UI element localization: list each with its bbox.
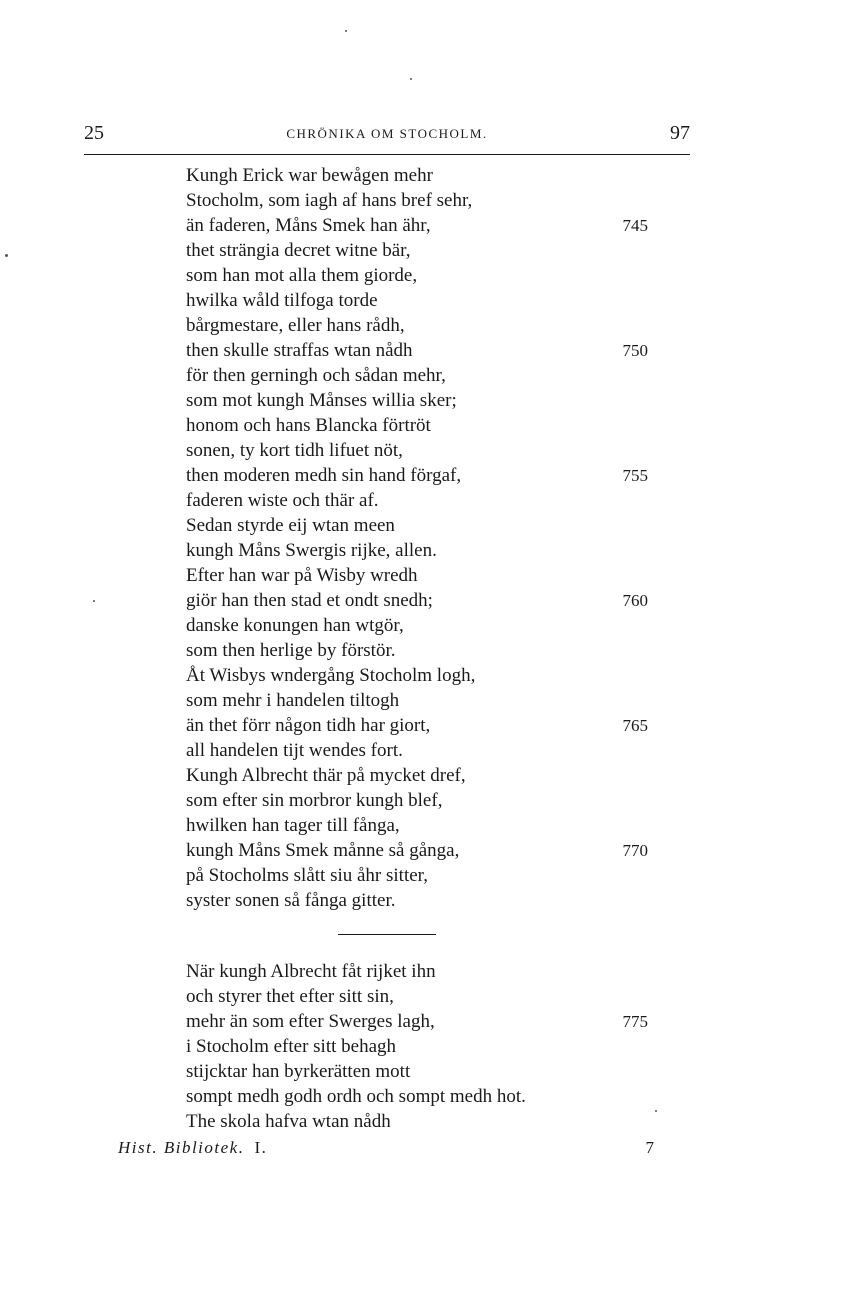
verse-text: sonen, ty kort tidh lifuet nöt,	[186, 440, 403, 461]
verse-line	[0, 663, 848, 688]
scan-speck	[345, 30, 347, 32]
verse-line	[0, 513, 848, 538]
scan-speck	[93, 600, 95, 602]
verse-text: The skola hafva wtan nådh	[186, 1111, 391, 1132]
verse-line	[0, 888, 848, 913]
verse-text: all handelen tijt wendes fort.	[186, 740, 403, 761]
verse-text: som han mot alla them giorde,	[186, 265, 418, 286]
verse-line	[0, 1059, 848, 1084]
verse-text: på Stocholms slått siu åhr sitter,	[186, 865, 428, 886]
section-divider	[338, 934, 436, 935]
page-header	[84, 122, 690, 150]
header-page-number-right: 97	[670, 122, 690, 144]
verse-text: för then gerningh och sådan mehr,	[186, 365, 446, 386]
verse-line	[0, 763, 848, 788]
line-number: 770	[622, 841, 648, 860]
verse-text: kungh Måns Swergis rijke, allen.	[186, 540, 437, 561]
verse-text: som then herlige by förstör.	[186, 640, 396, 661]
verse-text: än faderen, Måns Smek han ähr,	[186, 215, 431, 236]
verse-line	[0, 863, 848, 888]
verse-line	[0, 1009, 848, 1034]
verse-text: än thet förr någon tidh har giort,	[186, 715, 431, 736]
verse-text: honom och hans Blancka förtröt	[186, 415, 431, 436]
verse-line	[0, 813, 848, 838]
verse-line	[0, 263, 848, 288]
verse-line	[0, 738, 848, 763]
verse-text: danske konungen han wtgör,	[186, 615, 404, 636]
verse-text: bårgmestare, eller hans rådh,	[186, 315, 405, 336]
verse-line	[0, 388, 848, 413]
verse-text: sompt medh godh ordh och sompt medh hot.	[186, 1086, 526, 1107]
verse-line	[0, 1084, 848, 1109]
verse-line	[0, 163, 848, 188]
verse-text: stijcktar han byrkerätten mott	[186, 1061, 411, 1082]
verse-text: som efter sin morbror kungh blef,	[186, 790, 443, 811]
footer-volume: I.	[254, 1138, 268, 1157]
verse-line	[0, 1034, 848, 1059]
footer-signature-text: Hist. Bibliotek.	[118, 1138, 245, 1157]
verse-text: mehr än som efter Swerges lagh,	[186, 1011, 435, 1032]
footer-sheet-number: 7	[645, 1138, 654, 1157]
verse-text: hwilka wåld tilfoga torde	[186, 290, 378, 311]
line-number: 775	[622, 1012, 648, 1031]
verse-text: syster sonen så fånga gitter.	[186, 890, 396, 911]
scan-speck	[5, 254, 8, 257]
verse-text: kungh Måns Smek månne så gånga,	[186, 840, 460, 861]
verse-line	[0, 563, 848, 588]
verse-line	[0, 363, 848, 388]
verse-text: Sedan styrde eij wtan meen	[186, 515, 395, 536]
header-page-number-left: 25	[84, 122, 104, 144]
verse-text: i Stocholm efter sitt behagh	[186, 1036, 397, 1057]
page-footer	[118, 1138, 654, 1162]
verse-line	[0, 438, 848, 463]
verse-text: then skulle straffas wtan nådh	[186, 340, 413, 361]
verse-text: som mot kungh Månses willia sker;	[186, 390, 457, 411]
verse-line	[0, 463, 848, 488]
verse-line	[0, 713, 848, 738]
line-number: 760	[622, 591, 648, 610]
verse-line	[0, 688, 848, 713]
footer-signature	[118, 1138, 267, 1158]
line-number: 750	[622, 341, 648, 360]
verse-line	[0, 188, 848, 213]
line-number: 745	[622, 216, 648, 235]
verse-line	[0, 238, 848, 263]
verse-line	[0, 638, 848, 663]
running-title: CHRÖNIKA OM STOCHOLM.	[286, 126, 488, 141]
verse-line	[0, 1109, 848, 1134]
verse-line	[0, 838, 848, 863]
scan-speck	[410, 78, 412, 80]
verse-text: Stocholm, som iagh af hans bref sehr,	[186, 190, 473, 211]
verse-text: then moderen medh sin hand förgaf,	[186, 465, 462, 486]
verse-text: Åt Wisbys wndergång Stocholm logh,	[186, 665, 476, 686]
verse-line	[0, 788, 848, 813]
header-rule	[84, 154, 690, 155]
verse-line	[0, 538, 848, 563]
verse-line	[0, 313, 848, 338]
verse-text: Kungh Albrecht thär på mycket dref,	[186, 765, 466, 786]
verse-line	[0, 959, 848, 984]
verse-line	[0, 588, 848, 613]
verse-text: Kungh Erick war bewågen mehr	[186, 165, 433, 186]
verse-text: När kungh Albrecht fåt rijket ihn	[186, 961, 436, 982]
verse-line	[0, 213, 848, 238]
verse-line	[0, 288, 848, 313]
verse-line	[0, 613, 848, 638]
verse-text: thet strängia decret witne bär,	[186, 240, 411, 261]
verse-line	[0, 338, 848, 363]
verse-line	[0, 984, 848, 1009]
verse-text: och styrer thet efter sitt sin,	[186, 986, 394, 1007]
verse-text: Efter han war på Wisby wredh	[186, 565, 418, 586]
line-number: 755	[622, 466, 648, 485]
line-number: 765	[622, 716, 648, 735]
verse-text: som mehr i handelen tiltogh	[186, 690, 400, 711]
verse-line	[0, 488, 848, 513]
verse-line	[0, 413, 848, 438]
verse-text: faderen wiste och thär af.	[186, 490, 379, 511]
scan-speck	[655, 1110, 657, 1112]
verse-text: hwilken han tager till fånga,	[186, 815, 400, 836]
verse-text: giör han then stad et ondt snedh;	[186, 590, 433, 611]
